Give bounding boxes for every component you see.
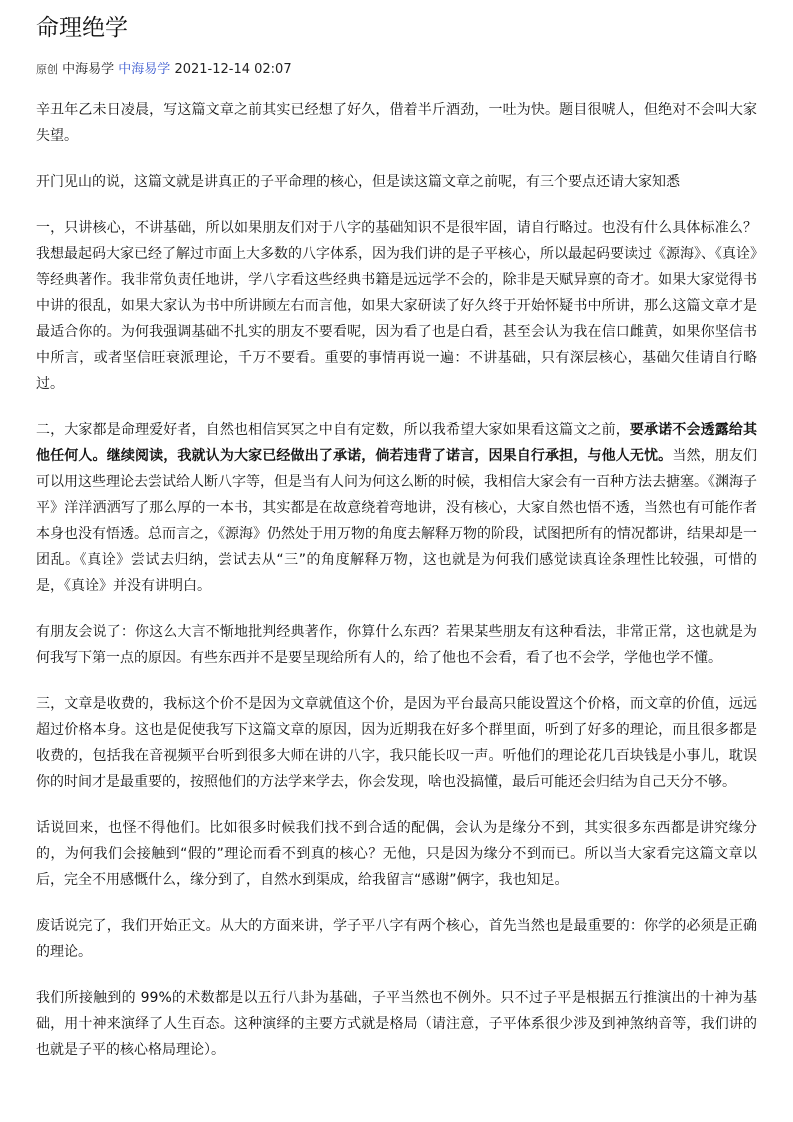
article-meta <box>36 61 757 79</box>
paragraph-4-emphasis: 要承诺不会透露给其他任何人。继续阅读，我就认为大家已经做出了承诺，倘若违背了诺言，因果自行承担，与他人无忧。 <box>36 422 758 464</box>
paragraph-5: 有朋友会说了：你这么大言不惭地批判经典著作，你算什么东西？若果某些朋友有这种看法，非常正常，这也就是为何我写下第一点的原因。有些东西并不是要呈现给所有人的，给了他也不会看，看了也不会学，学他也学不懂。 <box>36 624 757 666</box>
paragraph-2: 开门见山的说，这篇文就是讲真正的子平命理的核心，但是读这篇文章之前呢，有三个要点还请大家知悉 <box>36 174 680 190</box>
author-name: 中海易学 <box>62 62 115 77</box>
paragraph-3: 一，只讲核心，不讲基础，所以如果朋友们对于八字的基础知识不是很牢固，请自行略过。也没有什么具体标准么？我想最起码大家已经了解过市面上大多数的八字体系，因为我们讲的是子平核心，所以最起码要读过《源海》、《真诠》等经典著作。我非常负责任地讲，学八字看这些经典书籍是远远学不会的，除非是天赋异禀的奇才。如果大家觉得书中讲的很乱，如果大家认为书中所讲顾左右而言他，如果大家研读了好久终于开始怀疑书中所讲，那么这篇文章才是最适合你的。为何我强调基础不扎实的朋友不要看呢，因为看了也是白看，甚至会认为我在信口雌黄，如果你坚信书中所言，或者坚信旺衰派理论，千万不要看。重要的事情再说一遍：不讲基础，只有深层核心，基础欠佳请自行略过。 <box>36 220 757 392</box>
publish-datetime: 2021-12-14 02:07 <box>174 62 292 77</box>
paragraph-7: 话说回来，也怪不得他们。比如很多时候我们找不到合适的配偶，会认为是缘分不到，其实很多东西都是讲究缘分的，为何我们会接触到“假的”理论而看不到真的核心？无他，只是因为缘分不到而已。所以当大家看完这篇文章以后，完全不用感慨什么，缘分到了，自然水到渠成，给我留言“感谢”俩字，我也知足。 <box>36 820 757 888</box>
account-link[interactable]: 中海易学 <box>118 62 171 77</box>
paragraph-6: 三，文章是收费的，我标这个价不是因为文章就值这个价，是因为平台最高只能设置这个价格，而文章的价值，远远超过价格本身。这也是促使我写下这篇文章的原因，因为近期我在好多个群里面，听到了好多的理论，而且很多都是收费的，包括我在音视频平台听到很多大师在讲的八字，我只能长叹一声。听他们的理论花几百块钱是小事儿，耽误你的时间才是最重要的，按照他们的方法学来学去，你会发现，啥也没搞懂，最后可能还会归结为自己天分不够。 <box>36 696 757 790</box>
paragraph-1: 辛丑年乙未日凌晨，写这篇文章之前其实已经想了好久，借着半斤酒劲，一吐为快。题目很唬人，但绝对不会叫大家失望。 <box>36 102 757 144</box>
paragraph-8: 废话说完了，我们开始正文。从大的方面来讲，学子平八字有两个核心，首先当然也是最重要的：你学的必须是正确的理论。 <box>36 918 757 960</box>
paragraph-4-intro: 二，大家都是命理爱好者，自然也相信冥冥之中自有定数，所以我希望大家如果看这篇文之前， <box>36 422 630 438</box>
paragraph-4-rest: 当然，朋友们可以用这些理论去尝试给人断八字等，但是当有人问为何这么断的时候，我相信大家会有一百种方法去搪塞。《渊海子平》洋洋洒洒写了那么厚的一本书，其实都是在故意绕着弯地讲，没有核心，大家自然也悟不透，当然也有可能作者本身也没有悟透。总而言之，《源海》仍然处于用万物的角度去解释万物的阶段，试图把所有的情况都讲，结果却是一团乱。《真诠》尝试去归纳，尝试去从“三”的角度解释万物，这也就是为何我们感觉读真诠条理性比较强，可惜的是，《真诠》并没有讲明白。 <box>36 448 758 594</box>
paragraph-9: 我们所接触到的 99%的术数都是以五行八卦为基础，子平当然也不例外。只不过子平是根据五行推演出的十神为基础，用十神来演绎了人生百态。这种演绎的主要方式就是格局（请注意，子平体系很少涉及到神煞纳音等，我们讲的也就是子平的核心格局理论）。 <box>36 990 757 1058</box>
article-body <box>36 97 757 1063</box>
original-label: 原创 <box>36 63 58 76</box>
paragraph-4 <box>36 417 757 599</box>
article-title: 命理绝学 <box>36 15 128 41</box>
